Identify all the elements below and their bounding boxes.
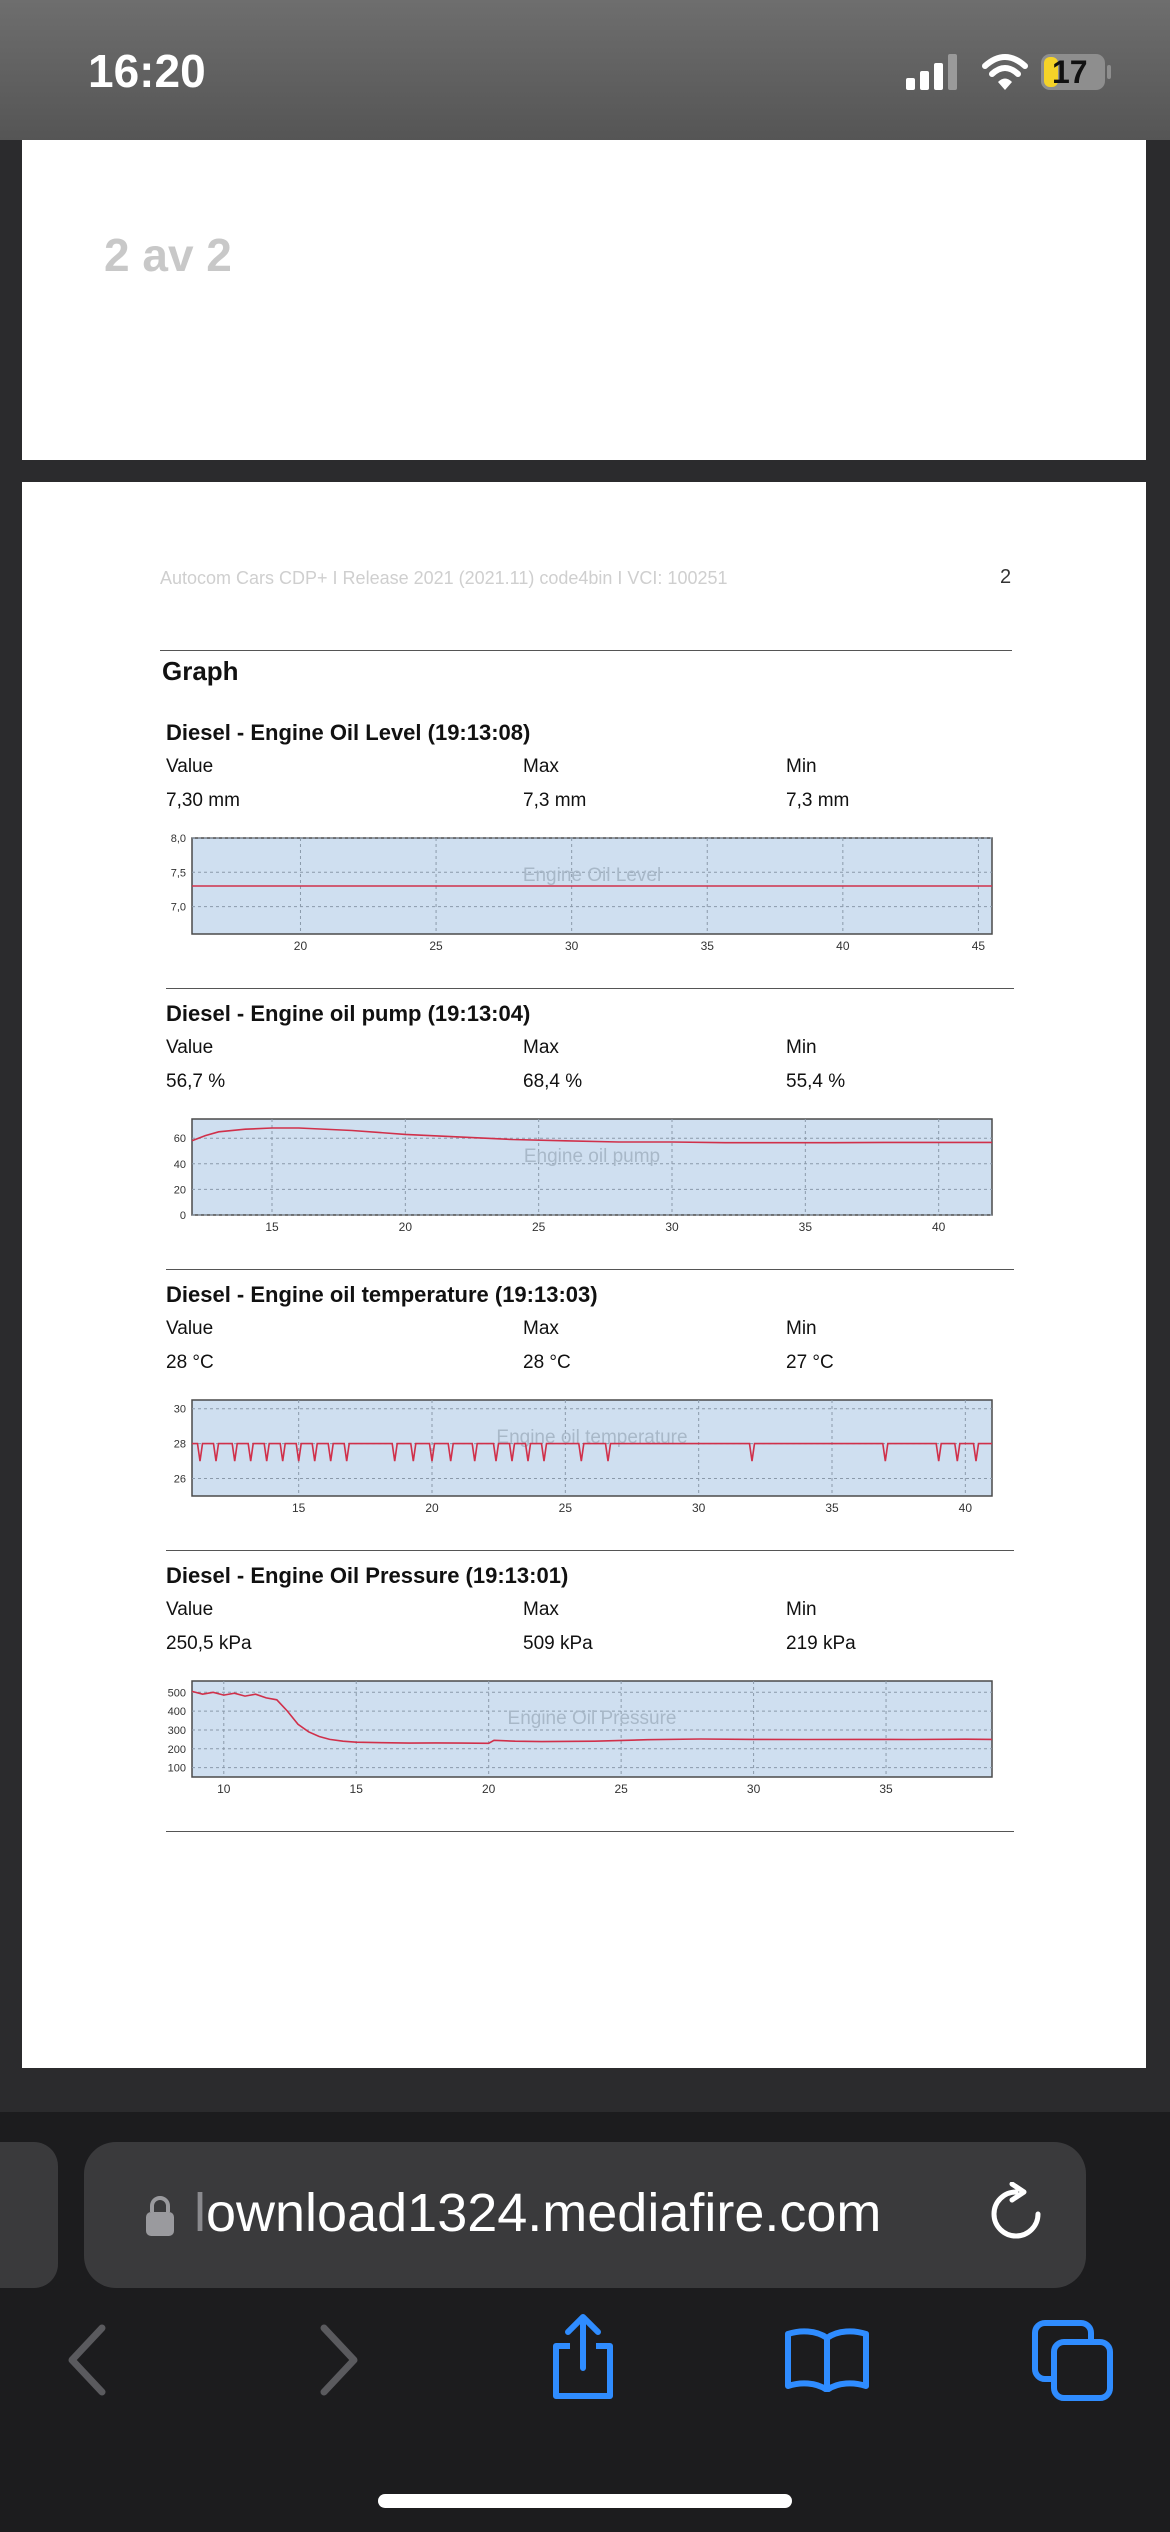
battery-indicator (1040, 52, 1112, 92)
min-label: Min (786, 1037, 817, 1058)
x-tick-label: 30 (665, 1220, 679, 1234)
chart-watermark-title: Engine oil temperature (496, 1427, 688, 1449)
chart-oil-pressure (166, 1673, 1014, 1803)
y-tick-label: 30 (173, 1403, 186, 1416)
x-tick-label: 30 (746, 1782, 761, 1796)
min-label: Min (786, 756, 817, 777)
section-divider (166, 1269, 1014, 1270)
min-value: 219 kPa (786, 1633, 856, 1654)
y-tick-label: 8,0 (170, 833, 186, 845)
section-title: Diesel - Engine oil temperature (19:13:03) (166, 1282, 598, 1307)
chart-watermark-title: Engine oil pump (523, 1146, 661, 1168)
max-label: Max (523, 1599, 559, 1620)
back-icon[interactable] (62, 2322, 112, 2398)
x-tick-label: 30 (691, 1501, 706, 1515)
x-tick-label: 40 (958, 1501, 973, 1515)
y-tick-label: 20 (173, 1184, 186, 1197)
header-divider (160, 650, 1012, 651)
section-title: Diesel - Engine oil pump (19:13:04) (166, 1001, 531, 1026)
x-tick-label: 20 (425, 1501, 439, 1515)
x-tick-label: 35 (879, 1782, 893, 1796)
min-label: Min (786, 1599, 817, 1620)
value-label: Value (166, 1599, 214, 1620)
x-tick-label: 25 (429, 939, 443, 953)
chart-watermark-title: Engine Oil Pressure (507, 1708, 677, 1730)
y-tick-label: 26 (173, 1473, 186, 1486)
value-label: Value (166, 1318, 214, 1339)
x-tick-label: 15 (265, 1220, 279, 1234)
pdf-page-2 (22, 482, 1146, 2068)
current-value: 56,7 % (166, 1071, 226, 1092)
share-icon[interactable] (548, 2312, 618, 2402)
address-bar[interactable] (84, 2142, 1086, 2288)
y-tick-label: 28 (173, 1438, 186, 1451)
x-tick-label: 35 (798, 1220, 813, 1234)
previous-tab-preview[interactable] (0, 2142, 58, 2288)
current-value: 7,30 mm (166, 790, 240, 811)
value-label: Value (166, 1037, 214, 1058)
wifi-icon (982, 52, 1028, 92)
max-label: Max (523, 1318, 559, 1339)
x-tick-label: 25 (614, 1782, 628, 1796)
page-indicator: 2 av 2 (104, 229, 232, 281)
x-tick-label: 20 (293, 939, 308, 953)
y-tick-label: 7,5 (170, 867, 186, 880)
x-tick-label: 20 (398, 1220, 413, 1234)
y-tick-label: 100 (167, 1762, 186, 1775)
url-faded-text: l (194, 2183, 206, 2243)
reload-icon[interactable] (984, 2182, 1048, 2246)
min-label: Min (786, 1318, 817, 1339)
lock-icon (144, 2194, 176, 2238)
cellular-signal-icon (906, 52, 962, 92)
y-tick-label: 7,0 (170, 901, 186, 914)
section-divider (166, 988, 1014, 989)
section-title: Diesel - Engine Oil Level (19:13:08) (166, 720, 531, 745)
max-value: 28 °C (523, 1352, 571, 1373)
y-tick-label: 40 (173, 1158, 186, 1171)
x-tick-label: 10 (217, 1782, 231, 1796)
home-indicator (378, 2494, 792, 2508)
document-header: Autocom Cars CDP+ I Release 2021 (2021.11) code4bin I VCI: 100251 (160, 568, 728, 588)
max-value: 509 kPa (523, 1633, 593, 1654)
y-tick-label: 400 (167, 1706, 186, 1719)
x-tick-label: 30 (564, 939, 579, 953)
chart-watermark-title: Engine Oil Level (522, 865, 662, 887)
y-tick-label: 0 (179, 1210, 186, 1222)
min-value: 27 °C (786, 1352, 834, 1373)
section-divider (166, 1831, 1014, 1832)
max-value: 68,4 % (523, 1071, 583, 1092)
y-tick-label: 300 (167, 1724, 186, 1737)
min-value: 7,3 mm (786, 790, 850, 811)
x-tick-label: 20 (482, 1782, 496, 1796)
current-value: 28 °C (166, 1352, 214, 1373)
max-label: Max (523, 756, 559, 777)
battery-level: 17 (1052, 54, 1088, 90)
section-title: Diesel - Engine Oil Pressure (19:13:01) (166, 1563, 569, 1588)
y-tick-label: 500 (167, 1687, 186, 1700)
x-tick-label: 35 (700, 939, 714, 953)
pdf-page-1 (22, 140, 1146, 460)
url-domain: ownload1324.mediafire.com (206, 2183, 882, 2243)
url-text[interactable] (194, 2182, 881, 2244)
y-tick-label: 200 (167, 1743, 186, 1756)
page-number: 2 (1000, 566, 1012, 588)
max-label: Max (523, 1037, 559, 1058)
min-value: 55,4 % (786, 1071, 846, 1092)
status-bar (0, 0, 1170, 140)
x-tick-label: 35 (825, 1501, 839, 1515)
section-divider (166, 1550, 1014, 1551)
x-tick-label: 15 (291, 1501, 306, 1515)
x-tick-label: 45 (971, 939, 986, 953)
chart-oil-temperature (166, 1392, 1014, 1522)
graph-heading: Graph (162, 656, 239, 686)
tabs-icon[interactable] (1032, 2320, 1114, 2402)
x-tick-label: 40 (931, 1220, 946, 1234)
x-tick-label: 15 (349, 1782, 363, 1796)
bookmarks-icon[interactable] (784, 2326, 870, 2392)
chart-oil-level (166, 830, 1014, 960)
x-tick-label: 40 (836, 939, 850, 953)
value-label: Value (166, 756, 214, 777)
chart-oil-pump (166, 1111, 1014, 1241)
current-value: 250,5 kPa (166, 1633, 252, 1654)
x-tick-label: 25 (558, 1501, 573, 1515)
clock: 16:20 (88, 45, 206, 97)
max-value: 7,3 mm (523, 790, 587, 811)
forward-icon[interactable] (314, 2322, 364, 2398)
x-tick-label: 25 (531, 1220, 546, 1234)
y-tick-label: 60 (173, 1133, 186, 1146)
